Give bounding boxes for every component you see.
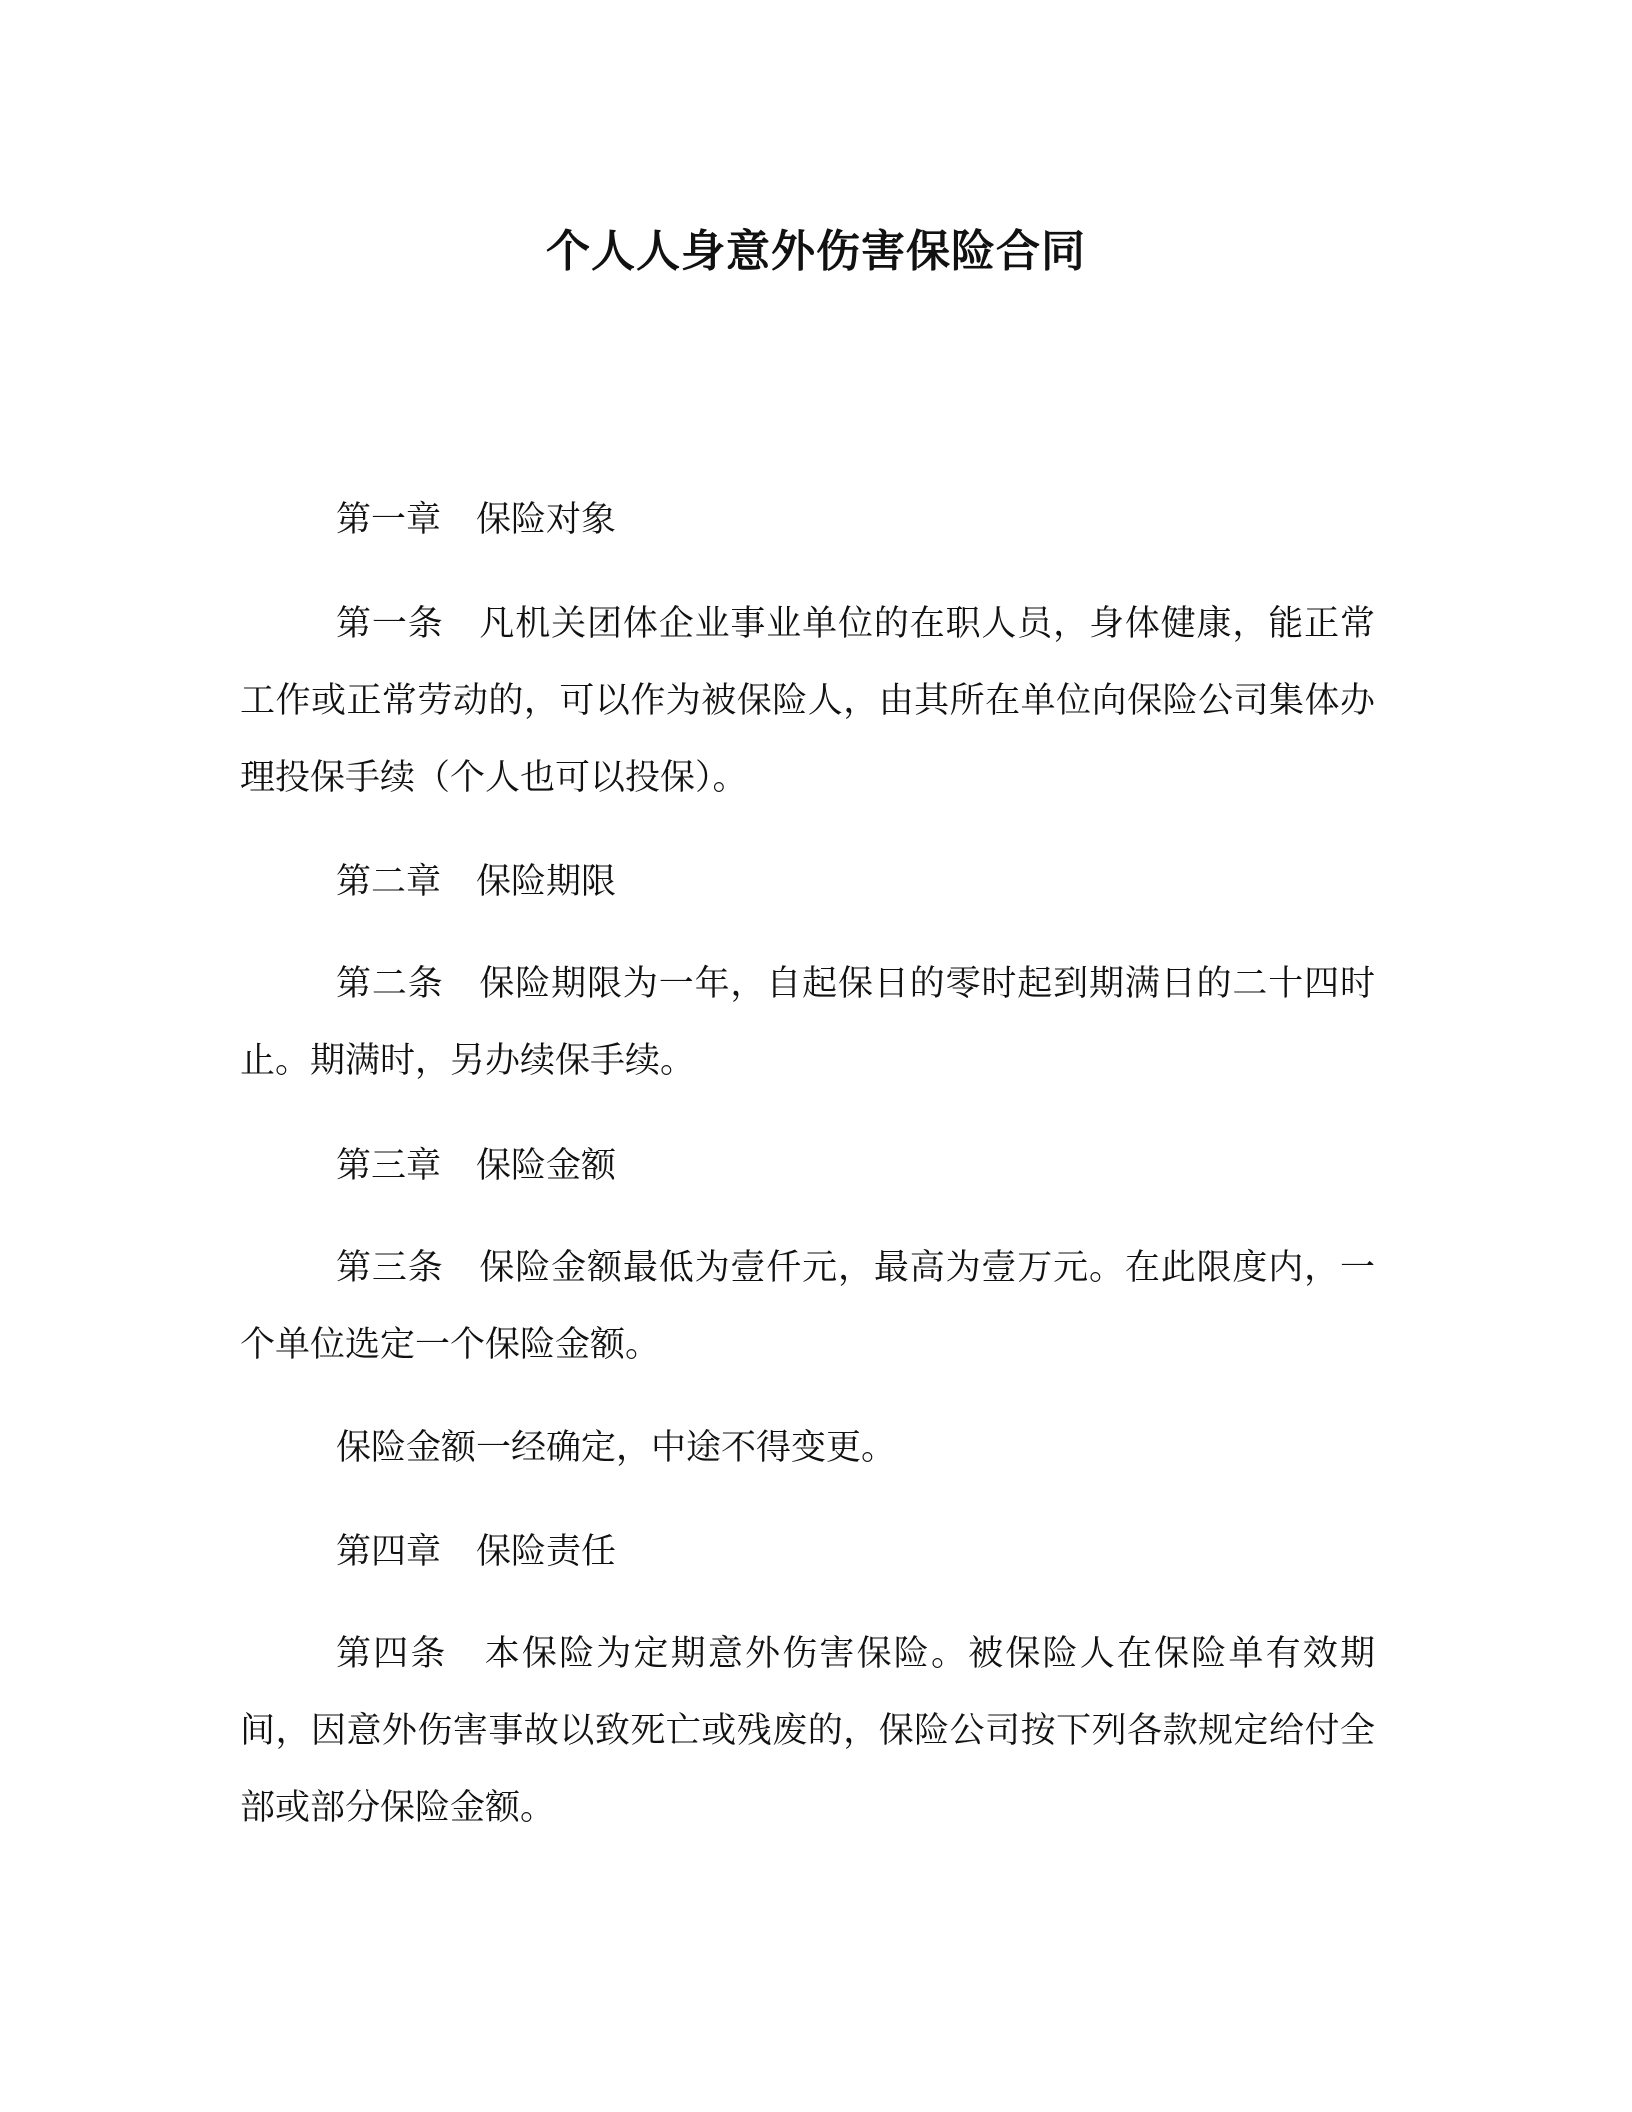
chapter-4-heading: 第四章 保险责任 (336, 1532, 617, 1572)
chapter-3-heading: 第三章 保险金额 (336, 1146, 617, 1186)
article-4-paragraph: 第四条 本保险为定期意外伤害保险。被保险人在保险单有效期间，因意外伤害事故以致死亡或残废的，保险公司按下列各款规定给付全部或部分保险金额。 (240, 1634, 1375, 1828)
chapter-1-heading: 第一章 保险对象 (336, 500, 617, 540)
article-2-paragraph: 第二条 保险期限为一年，自起保日的零时起到期满日的二十四时止。期满时，另办续保手续。 (240, 964, 1375, 1081)
article-1-paragraph: 第一条 凡机关团体企业事业单位的在职人员，身体健康，能正常工作或正常劳动的，可以作为被保险人，由其所在单位向保险公司集体办理投保手续（个人也可以投保）。 (240, 604, 1375, 798)
article-3-note-paragraph: 保险金额一经确定，中途不得变更。 (336, 1428, 897, 1468)
article-3-paragraph: 第三条 保险金额最低为壹仟元，最高为壹万元。在此限度内，一个单位选定一个保险金额。 (240, 1248, 1375, 1365)
document-title: 个人人身意外伤害保险合同 (546, 226, 1086, 277)
chapter-2-heading: 第二章 保险期限 (336, 862, 617, 902)
